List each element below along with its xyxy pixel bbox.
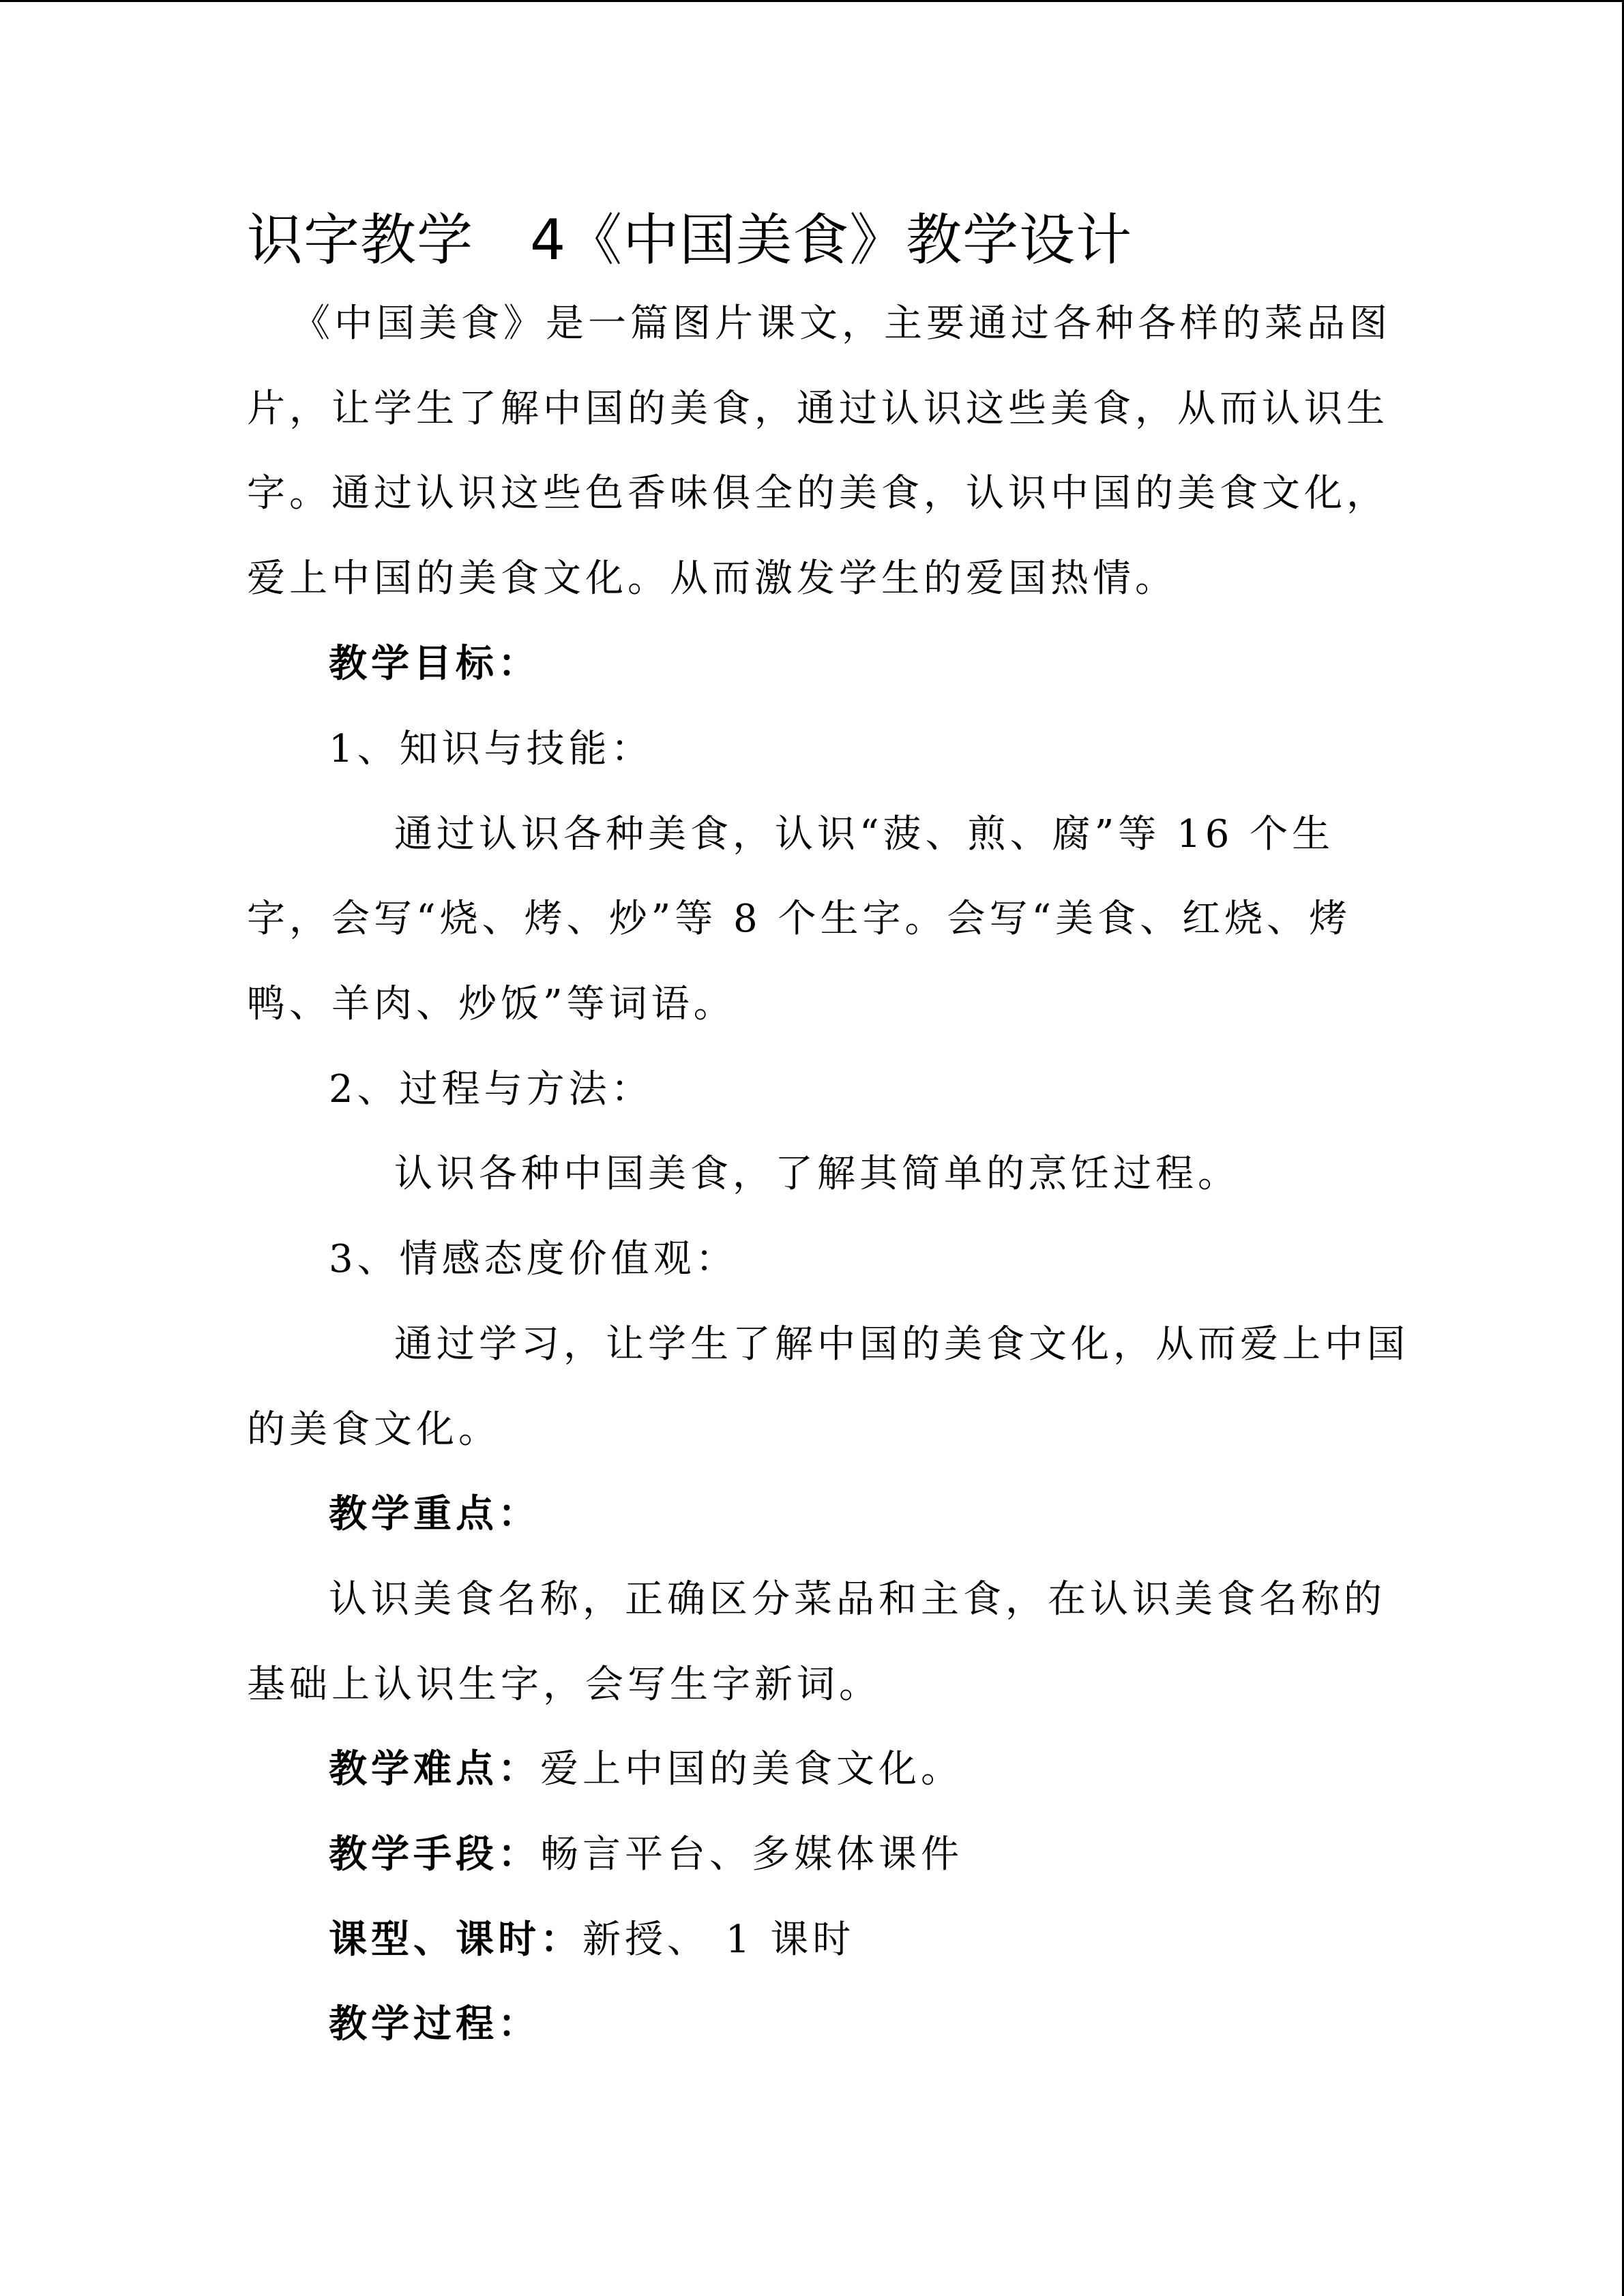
objective2-text: 认识各种中国美食，了解其简单的烹饪过程。 [394, 1152, 1240, 1196]
means-row [329, 1828, 963, 1882]
lesson-type-row [329, 1913, 855, 1967]
process-heading: 教学过程： [329, 2002, 540, 2046]
intro-line-2: 片，让学生了解中国的美食，通过认识这些美食，从而认识生 [247, 387, 1389, 431]
intro-line-4: 爱上中国的美食文化。从而激发学生的爱国热情。 [247, 556, 1177, 601]
key-points-line-2: 基础上认识生字，会写生字新词。 [247, 1663, 881, 1707]
key-points-heading: 教学重点： [329, 1492, 540, 1536]
objective3-heading: 3、情感态度价值观： [329, 1237, 738, 1281]
lesson-type-label: 课型、课时： [329, 1918, 582, 1962]
objective1-heading: 1、知识与技能： [329, 727, 653, 771]
objective1-line-1: 通过认识各种美食，认识“菠、煎、腐”等 16 个生 [394, 812, 1335, 856]
objective3-line-1: 通过学习，让学生了解中国的美食文化，从而爱上中国 [394, 1322, 1409, 1367]
objectives-heading: 教学目标： [329, 642, 540, 686]
objective1-line-3: 鸭、羊肉、炒饭”等词语。 [247, 982, 736, 1026]
difficulty-row [329, 1742, 963, 1797]
difficulty-label: 教学难点： [329, 1747, 540, 1791]
lesson-type-text: 新授、 1 课时 [582, 1918, 855, 1962]
objective3-line-2: 的美食文化。 [247, 1407, 501, 1452]
objective1-line-2: 字，会写“烧、烤、炒”等 8 个生字。会写“美食、红烧、烤 [247, 897, 1352, 941]
means-label: 教学手段： [329, 1832, 540, 1877]
key-points-line-1: 认识美食名称，正确区分菜品和主食，在认识美食名称的 [329, 1577, 1386, 1622]
intro-line-1: 《中国美食》是一篇图片课文，主要通过各种各样的菜品图 [292, 301, 1391, 346]
document-title: 识字教学 4《中国美食》教学设计 [247, 208, 1133, 273]
difficulty-text: 爱上中国的美食文化。 [540, 1747, 963, 1791]
means-text: 畅言平台、多媒体课件 [540, 1832, 963, 1877]
intro-line-3: 字。通过认识这些色香味俱全的美食，认识中国的美食文化， [247, 471, 1389, 516]
objective2-heading: 2、过程与方法： [329, 1067, 653, 1112]
